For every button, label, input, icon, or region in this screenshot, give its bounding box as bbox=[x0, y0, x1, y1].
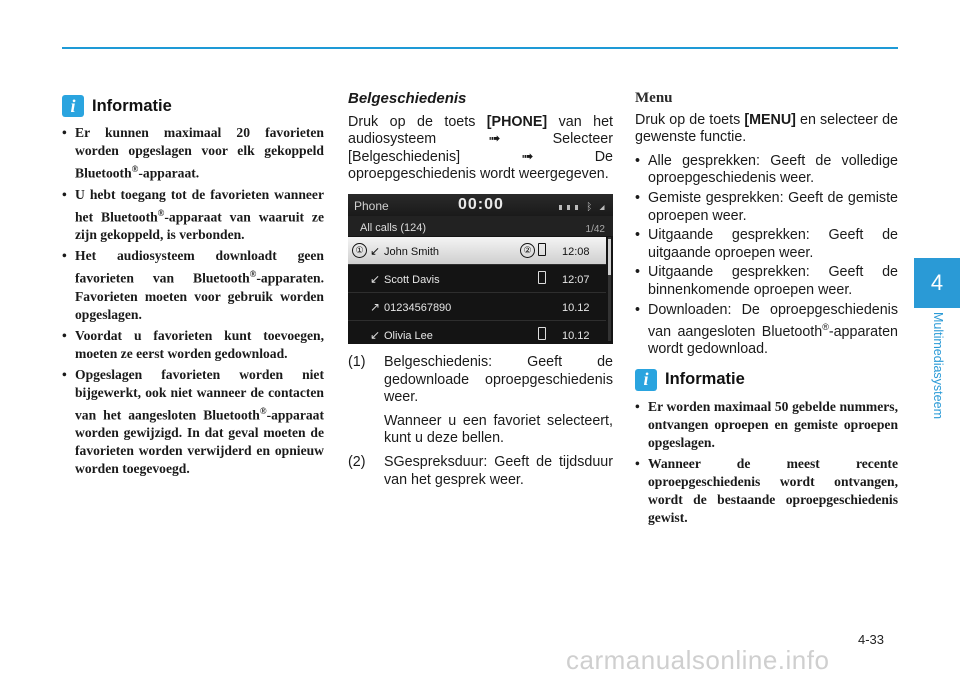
list-item: • Downloaden: De oproepgeschiedenis van aangesloten Bluetooth®-apparaten wordt gedownload. bbox=[635, 302, 898, 360]
menu-options-list bbox=[635, 153, 898, 359]
list-label: All calls (124) bbox=[360, 221, 427, 234]
call-type-icon: ↙ bbox=[370, 271, 381, 286]
call-duration: 12:08 bbox=[562, 245, 590, 258]
list-item: • U hebt toegang tot de favorieten wanneer het Bluetooth®-apparaat van waaruit ze zijn gekoppeld, is verbonden. bbox=[62, 186, 324, 245]
watermark: carmanualsonline.info bbox=[566, 645, 830, 675]
column-right bbox=[635, 90, 898, 530]
list-header bbox=[348, 216, 613, 236]
column-left bbox=[62, 90, 324, 481]
call-type-icon: ↗ bbox=[370, 299, 381, 314]
intro-paragraph: Druk op de toets [PHONE] van het audiosysteem ➟ Selecteer [Belgeschiedenis] ➟ De oproepgeschiedenis wordt weergegeven. bbox=[348, 113, 614, 183]
info-title: Informatie bbox=[665, 370, 745, 389]
call-row[interactable] bbox=[348, 321, 606, 344]
callout-marker-1: ① bbox=[352, 243, 367, 258]
phone-icon bbox=[538, 327, 546, 340]
page-count: 1/42 bbox=[585, 223, 605, 235]
favorites-info-list bbox=[62, 124, 324, 478]
call-duration: 10.12 bbox=[562, 301, 590, 314]
menu-intro: Druk op de toets [MENU] en selecteer de gewenste functie. bbox=[635, 111, 898, 146]
menu-heading: Menu bbox=[635, 90, 673, 106]
page-number: 4-33 bbox=[858, 632, 885, 647]
phone-icon bbox=[538, 243, 546, 256]
list-item: • Wanneer de meest recente oproepgeschiedenis wordt ontvangen, wordt de bestaande oproepgeschiedenis gewist. bbox=[635, 455, 898, 527]
contact-name: John Smith bbox=[384, 245, 440, 258]
list-item: • Opgeslagen favorieten worden niet bijgewerkt, ook niet wanneer de contacten van het aangesloten Bluetooth®-apparaat worden gewijzigd. In dat geval moeten de favorieten worden verwijderd en opnieuw worden toegevoegd. bbox=[62, 366, 324, 479]
call-row[interactable] bbox=[348, 237, 606, 265]
list-item: • Alle gesprekken: Geeft de volledige oproepgeschiedenis weer. bbox=[635, 153, 898, 188]
call-type-icon: ↙ bbox=[370, 243, 381, 258]
chapter-label: Multimediasysteem bbox=[931, 312, 945, 419]
screen-title: Phone bbox=[354, 198, 389, 213]
list-item: • Gemiste gesprekken: Geeft de gemiste oproepen weer. bbox=[635, 190, 898, 225]
chapter-tab: 4 bbox=[914, 258, 960, 308]
list-item: • Uitgaande gesprekken: Geeft de uitgaande oproepen weer. bbox=[635, 227, 898, 262]
info-icon: i bbox=[635, 369, 657, 391]
callout-marker-2: ② bbox=[520, 243, 535, 258]
call-row[interactable] bbox=[348, 265, 606, 293]
numbered-item-2: (2) SGespreksduur: Geeft de tijdsduur van het gesprek weer. bbox=[348, 453, 613, 488]
phone-screen-image bbox=[348, 194, 613, 344]
numbered-item-1: (1) Belgeschiedenis: Geeft de gedownloade oproepgeschiedenis weer. Wanneer u een favoriet selecteert, kunt u deze bellen. bbox=[348, 353, 613, 447]
info-icon: i bbox=[62, 95, 84, 117]
section-heading: Belgeschiedenis bbox=[348, 90, 467, 107]
contact-name: Scott Davis bbox=[384, 273, 440, 286]
phone-icon bbox=[538, 271, 546, 284]
list-item: • Uitgaande gesprekken: Geeft de binnenkomende oproepen weer. bbox=[635, 264, 898, 299]
contact-name: Olivia Lee bbox=[384, 329, 433, 342]
list-item: • Er worden maximaal 50 gebelde nummers, ontvangen oproepen en gemiste oproepen opgeslagen. bbox=[635, 398, 898, 452]
history-info-list bbox=[635, 398, 898, 527]
info-title: Informatie bbox=[92, 96, 172, 115]
call-type-icon: ↙ bbox=[370, 327, 381, 342]
list-item: • Het audiosysteem downloadt geen favorieten van Bluetooth®-apparaten. Favorieten moeten voor gebruik worden opgeslagen. bbox=[62, 247, 324, 324]
call-list bbox=[348, 237, 606, 344]
top-rule bbox=[62, 47, 898, 49]
status-icons: ▮▮▮ ᛒ ◢ bbox=[557, 201, 607, 213]
contact-name: 01234567890 bbox=[384, 301, 452, 314]
scrollbar-thumb bbox=[608, 239, 611, 275]
call-row[interactable] bbox=[348, 293, 606, 321]
column-middle bbox=[348, 90, 613, 495]
call-duration: 10.12 bbox=[562, 329, 590, 342]
info-header bbox=[635, 369, 898, 391]
list-item: • Er kunnen maximaal 20 favorieten worden opgeslagen voor elk gekoppeld Bluetooth®-apparaat. bbox=[62, 124, 324, 183]
screen-clock: 00:00 bbox=[458, 195, 504, 213]
list-item: • Voordat u favorieten kunt toevoegen, moeten ze eerst worden gedownload. bbox=[62, 327, 324, 363]
call-duration: 12:07 bbox=[562, 273, 590, 286]
info-header bbox=[62, 95, 324, 117]
